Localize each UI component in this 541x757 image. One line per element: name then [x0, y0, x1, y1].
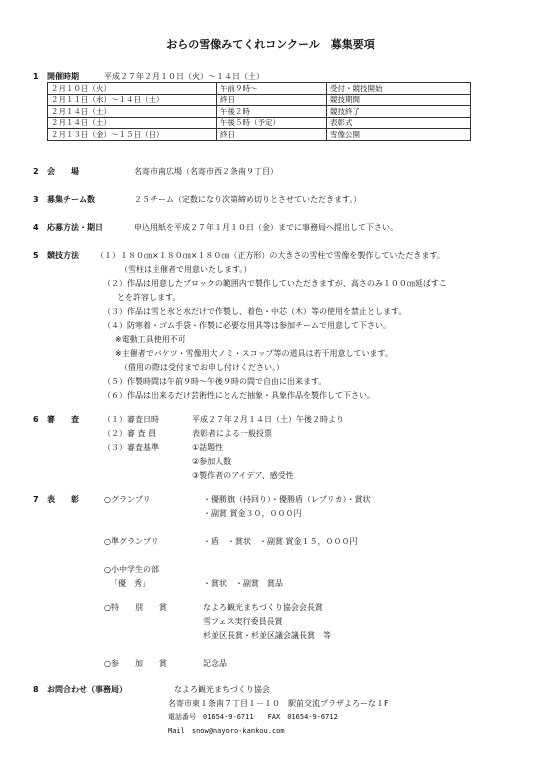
judging-criterion: ②参加人数	[192, 457, 232, 466]
schedule-row	[48, 117, 471, 129]
judging-value: 表彰者による一般投票	[192, 429, 272, 438]
section-8-number: 8	[33, 685, 39, 694]
award-semi-grand-prix: ○準グランプリ	[104, 537, 159, 546]
schedule-time: 午後５時（予定）	[217, 117, 327, 129]
section-3-number: 3	[33, 195, 39, 204]
schedule-event: 受付・競技開始	[327, 83, 471, 95]
judging-criterion: ③製作者のアイデア、感受性	[192, 471, 294, 480]
page-title: おらの雪像みてくれコンクール 募集要項	[166, 38, 375, 51]
schedule-event: 競技期間	[327, 94, 471, 106]
schedule-event: 競技終了	[327, 106, 471, 118]
award-detail: 杉並区長賞・杉並区議会議長賞 等	[203, 631, 331, 640]
section-7-label: 表 彰	[47, 495, 79, 504]
rule-line: （３）作品は雪と氷と水だけで作製し、着色・中芯（木）等の使用を禁止とします。	[103, 307, 407, 316]
rule-line: とを許容します。	[117, 293, 181, 302]
section-6-label: 審 査	[47, 415, 79, 424]
judging-value: ①話題性	[192, 443, 224, 452]
schedule-date: ２月１１日（水）～１４日（土）	[48, 94, 217, 106]
schedule-row	[48, 83, 471, 95]
award-detail: 記念品	[203, 659, 227, 668]
schedule-date: ２月１４日（土）	[48, 106, 217, 118]
schedule-time: 午後２時	[217, 106, 327, 118]
award-kids-division: ○小中学生の部	[104, 565, 159, 574]
rule-line: （借用の際は受付までお申し付けください。）	[120, 363, 284, 372]
section-4-label: 応募方法・期日	[47, 223, 103, 232]
award-kids-excellent: 「優 秀」	[110, 579, 150, 588]
award-detail: なよろ観光まちづくり協会会長賞	[203, 603, 323, 612]
rule-line: （６）作品は出来るだけ芸術性にとんだ抽象・具象作品を製作して下さい。	[103, 391, 375, 400]
schedule-time: 終日	[217, 94, 327, 106]
section-2-number: 2	[33, 167, 39, 176]
schedule-time: 終日	[217, 129, 327, 141]
schedule-date: ２月１０日（火）	[48, 83, 217, 95]
rule-line: （５）作製時間は午前９時～午後９時の間で自由に出来ます。	[103, 377, 327, 386]
section-4-number: 4	[33, 223, 39, 232]
section-3-label: 募集チーム数	[47, 195, 95, 204]
section-4-value: 申込用紙を平成２７年１月１０日（金）までに事務局へ提出して下さい。	[134, 223, 398, 232]
schedule-row	[48, 129, 471, 141]
award-detail: 雪フェス実行委員長賞	[203, 617, 283, 626]
section-2-value: 名寄市南広場（名寄市西２条南９丁目）	[134, 167, 278, 176]
award-participation: ○参 加 賞	[104, 659, 167, 668]
section-1-number: 1	[33, 72, 39, 81]
rule-line: ※電動工具使用不可	[115, 335, 186, 344]
judging-value: 平成２７年２月１４日（土）午後２時より	[192, 415, 344, 424]
schedule-date: ２月１４日（土）	[48, 117, 217, 129]
schedule-event: 表彰式	[327, 117, 471, 129]
section-1-value: 平成２７年２月１０日（火）～１４日（土）	[104, 72, 264, 81]
schedule-time: 午前９時～	[217, 83, 327, 95]
section-5-number: 5	[33, 251, 39, 260]
rule-line: （雪柱は主催者で用意いたします。）	[120, 265, 252, 274]
judging-key: （２）審 査 員	[103, 429, 157, 438]
section-1-label: 開催時期	[47, 72, 79, 81]
award-detail: ・盾 ・賞状 ・副賞 賞金１５，０００円	[203, 537, 358, 546]
award-special: ○特 別 賞	[104, 603, 167, 612]
rule-line: ※主催者でバケツ・雪像用大ノミ・スコップ等の道具は若干用意しています。	[115, 349, 393, 358]
award-detail: ・賞状 ・副賞 賞品	[203, 579, 283, 588]
contact-mail: Mail snow@nayoro-kankou.com	[168, 727, 285, 735]
schedule-table	[47, 82, 471, 141]
contact-address: 名寄市東１条南７丁目１－１０ 駅前交流プラザよろーな１F	[168, 699, 389, 708]
award-detail: ・副賞 賞金３０，０００円	[203, 509, 302, 518]
judging-key: （３）審査基準	[103, 443, 159, 452]
schedule-row	[48, 106, 471, 118]
section-3-value: ２５チーム（定数になり次第締め切りとさせていただきます。）	[134, 195, 362, 204]
section-7-number: 7	[33, 495, 39, 504]
section-5-label: 競技方法	[47, 251, 79, 260]
section-8-label: お問合わせ（事務局）	[47, 685, 127, 694]
schedule-row	[48, 94, 471, 106]
section-6-number: 6	[33, 415, 39, 424]
rule-line: （１）１８０㎝×１８０㎝×１８０㎝（正方形）の大きさの雪柱で雪像を製作していただきます。	[96, 251, 445, 260]
rule-line: （２）作品は用意したブロックの範囲内で製作していただきますが、高さのみ１００㎝延ばすこ	[103, 279, 447, 288]
judging-key: （１）審査日時	[103, 415, 159, 424]
section-2-label: 会 場	[47, 167, 79, 176]
schedule-date: ２月１３日（金）～１５日（日）	[48, 129, 217, 141]
schedule-event: 雪像公開	[327, 129, 471, 141]
award-grand-prix: ○グランプリ	[104, 495, 151, 504]
contact-org: なよろ観光まちづくり協会	[174, 685, 270, 694]
contact-phone: 電話番号 01654-9-6711 FAX 01654-9-6712	[168, 713, 338, 721]
rule-line: （４）防寒着・ゴム手袋・作製に必要な用具等は参加チームで用意して下さい。	[103, 321, 391, 330]
award-detail: ・優勝旗（持回り）・優勝盾（レプリカ）・賞状	[203, 495, 371, 504]
